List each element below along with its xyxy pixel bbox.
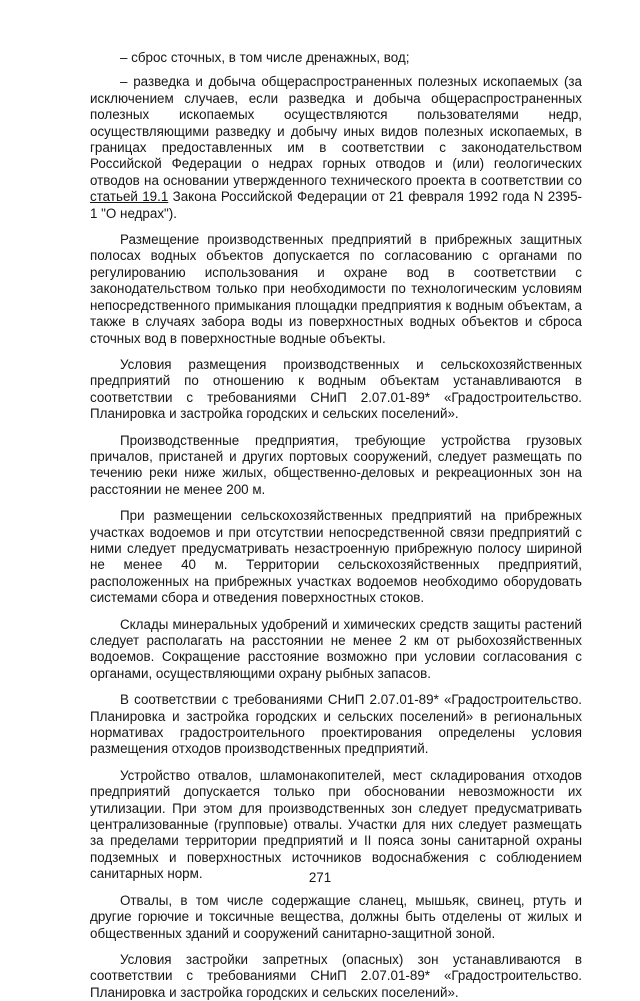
page-number: 271 bbox=[308, 870, 332, 885]
article-19-1-link[interactable]: статьей 19.1 bbox=[90, 189, 169, 205]
paragraph-agricultural-enterprises: При размещении сельскохозяйственных предприятий на прибрежных участках водоемов и при отсутствии непосредственной связи предприятий с ними следует предусматривать незастроенную прибрежную полосу шириной не менее 40 м. Территории сельскохозяйственных предприятий, расположенных на прибрежных участках водоемов необходимо оборудовать системами сбора и отведения поверхностных стоков. bbox=[90, 508, 582, 606]
paragraph-minerals-text-end: Закона Российской Федерации от 21 февраля 1992 года N 2395-1 "О недрах"). bbox=[90, 189, 583, 221]
paragraph-industrial-placement: Размещение производственных предприятий в прибрежных защитных полосах водных объектов допускается по согласованию с органами по регулированию использования и охране вод в соответствии с законодательством только при необходимости по технологическим условиям непосредственного примыкания площадки предприятия к водным объектам, а также в случаях забора воды из поверхностных водных объектов и сброса сточных вод в поверхностные водные объекты. bbox=[90, 232, 582, 346]
paragraph-toxic-dumps: Отвалы, в том числе содержащие сланец, мышьяк, свинец, ртуть и другие горючие и токсичные вещества, должны быть отделены от жилых и общественных зданий и сооружений санитарно-защитной зоной. bbox=[90, 892, 582, 941]
paragraph-placement-conditions: Условия размещения производственных и сельскохозяйственных предприятий по отношению к водным объектам устанавливаются в соответствии с требованиями СНиП 2.07.01-89* «Градостроительство. Планировка и застройка городских и сельских поселений». bbox=[90, 356, 582, 422]
paragraph-dumps: Устройство отвалов, шламонакопителей, мест складирования отходов предприятий допускается только при обосновании невозможности их утилизации. При этом для производственных зон следует предусматривать централизованные (групповые) отвалы. Участки для них следует размещать за пределами территории предприятий и II пояса зоны санитарной охраны подземных и поверхностных источников водоснабжения с соблюдением санитарных норм. bbox=[90, 767, 582, 882]
paragraph-waste-norms: В соответствии с требованиями СНиП 2.07.01-89* «Градостроительство. Планировка и застройка городских и сельских поселений» в региональных нормативах градостроительного проектирования определены условия размещения отходов производственных предприятий. bbox=[90, 692, 582, 757]
paragraph-discharge: – сброс сточных, в том числе дренажных, вод; bbox=[120, 50, 410, 65]
paragraph-port-facilities: Производственные предприятия, требующие устройства грузовых причалов, пристаней и других портовых сооружений, следует размещать по течению реки ниже жилых, общественно-деловых и рекреационных зон на расстоянии не менее 200 м. bbox=[90, 432, 582, 497]
paragraph-minerals bbox=[90, 74, 582, 222]
paragraph-restricted-zones: Условия застройки запретных (опасных) зон устанавливаются в соответствии с требованиями СНиП 2.07.01-89* «Градостроительство. Планировка и застройка городских и сельских поселений». bbox=[90, 951, 582, 1000]
paragraph-fertilizer-warehouses: Склады минеральных удобрений и химических средств защиты растений следует располагать на расстоянии не менее 2 км от рыбохозяйственных водоемов. Сокращение расстояние возможно при условии согласования с органами, осуществляющими охрану рыбных запасов. bbox=[90, 616, 582, 681]
paragraph-minerals-text: – разведка и добыча общераспространенных полезных ископаемых (за исключением случаев, если разведка и добыча общераспространенных полезных ископаемых осуществляются пользователями недр, осуществляющими разведку и добычу иных видов полезных ископаемых, в границах предоставленных им в соответствии с законодательством Российской Федерации о недрах горных отводов и (или) геологических отводов на основании утвержденного технического проекта в соответствии со bbox=[90, 74, 582, 188]
